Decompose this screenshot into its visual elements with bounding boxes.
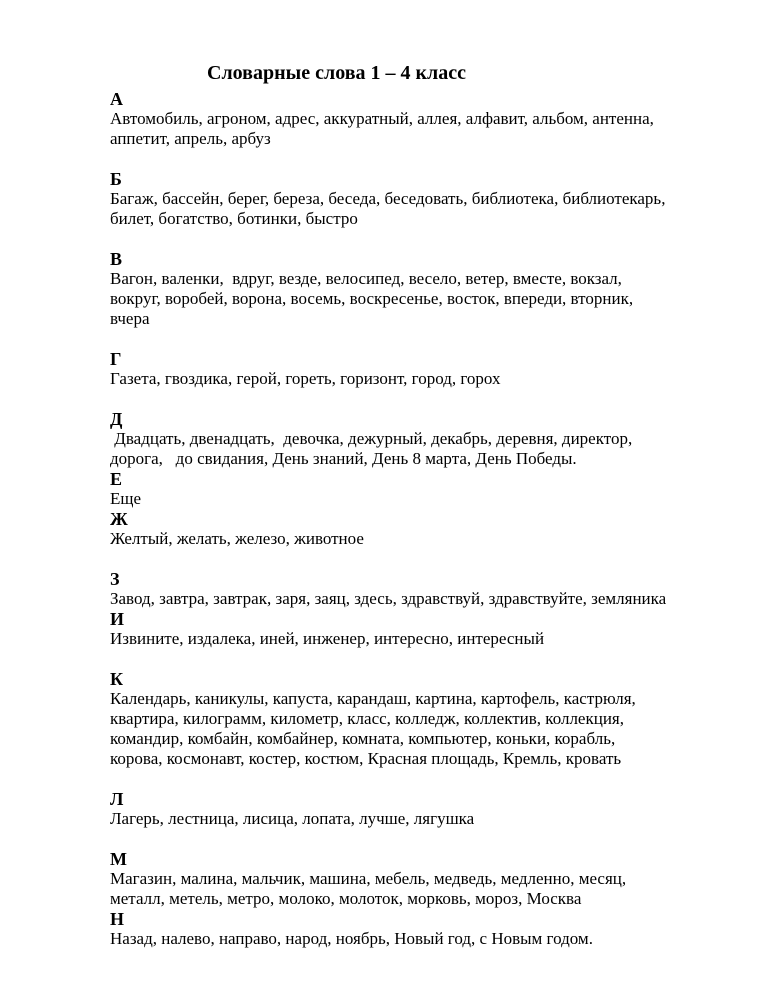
word-line: Магазин, малина, мальчик, машина, мебель, медведь, медленно, месяц, [110,869,627,888]
section-n [110,909,720,949]
section-g [110,349,720,389]
letter-heading-b: Б [110,169,122,189]
letter-heading-z: З [110,569,120,589]
section-d [110,409,720,469]
word-line: вокруг, воробей, ворона, восемь, воскресенье, восток, впереди, вторник, [110,289,634,308]
page-title: Словарные слова 1 – 4 класс [207,62,467,84]
word-line: Назад, налево, направо, народ, ноябрь, Новый год, с Новым годом. [110,929,593,948]
section-l [110,789,720,829]
section-i [110,609,720,649]
letter-heading-g: Г [110,349,122,369]
section-a [110,89,720,149]
word-line: аппетит, апрель, арбуз [110,129,271,148]
word-line: Багаж, бассейн, берег, береза, беседа, беседовать, библиотека, библиотекарь, [110,189,666,208]
word-line: вчера [110,309,150,328]
letter-heading-k: К [110,669,124,689]
letter-heading-zh: Ж [110,509,128,529]
word-line: Еще [110,489,142,508]
word-line: командир, комбайн, комбайнер, комната, компьютер, коньки, корабль, [110,729,616,748]
word-line: Завод, завтра, завтрак, заря, заяц, здесь, здравствуй, здравствуйте, земляника [110,589,667,608]
section-b [110,169,720,229]
letter-heading-d: Д [110,409,123,429]
letter-heading-i: И [110,609,125,629]
letter-heading-l: Л [110,789,124,809]
letter-heading-m: М [110,849,127,869]
letter-heading-v: В [110,249,123,269]
word-line: Желтый, желать, железо, животное [110,529,364,548]
section-e [110,469,720,509]
section-z [110,569,720,609]
section-k [110,669,720,769]
word-line: Календарь, каникулы, капуста, карандаш, картина, картофель, кастрюля, [110,689,636,708]
section-m [110,849,720,909]
word-line: Газета, гвоздика, герой, гореть, горизонт, город, горох [110,369,501,388]
word-line: дорога, до свидания, День знаний, День 8 марта, День Победы. [110,449,577,468]
word-line: Извините, издалека, иней, инженер, интересно, интересный [110,629,545,648]
word-line: билет, богатство, ботинки, быстро [110,209,358,228]
word-line: Автомобиль, агроном, адрес, аккуратный, аллея, алфавит, альбом, антенна, [110,109,654,128]
word-line: квартира, килограмм, километр, класс, колледж, коллектив, коллекция, [110,709,625,728]
letter-heading-n: Н [110,909,125,929]
word-line: металл, метель, метро, молоко, молоток, морковь, мороз, Москва [110,889,582,908]
section-zh [110,509,720,549]
letter-heading-e: Е [110,469,123,489]
word-line: Двадцать, двенадцать, девочка, дежурный, декабрь, деревня, директор, [110,429,633,448]
letter-heading-a: А [110,89,123,109]
word-line: Лагерь, лестница, лисица, лопата, лучше, лягушка [110,809,475,828]
word-line: Вагон, валенки, вдруг, везде, велосипед, весело, ветер, вместе, вокзал, [110,269,622,288]
word-line: корова, космонавт, костер, костюм, Красная площадь, Кремль, кровать [110,749,622,768]
section-v [110,249,720,329]
